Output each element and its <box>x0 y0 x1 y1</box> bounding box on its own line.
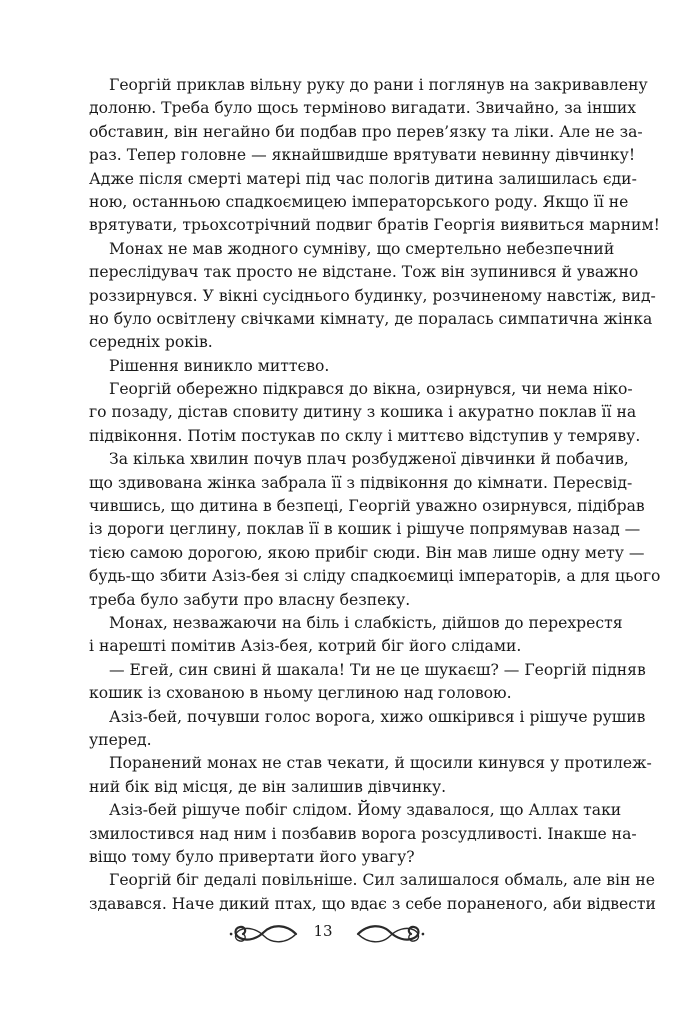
text-line: Поранений монах не став чекати, й щосили кинувся у протилеж- <box>109 754 652 773</box>
text-line: Монах не мав жодного сумніву, що смертельно небезпечний <box>109 239 615 258</box>
page-number: 13 <box>313 922 333 940</box>
text-line: обставин, він негайно би подбав про перев’язку та ліки. Але не за- <box>89 122 643 141</box>
text-line: середніх років. <box>89 333 213 352</box>
text-line: уперед. <box>89 730 152 749</box>
text-line: За кілька хвилин почув плач розбудженої дівчинки й побачив, <box>109 450 629 469</box>
text-line: раз. Тепер головне — якнайшвидше врятувати невинну дівчинку! <box>89 146 636 165</box>
text-line: чившись, що дитина в безпеці, Георгій уважно озирнувся, підібрав <box>89 497 645 516</box>
text-line: роззирнувся. У вікні сусіднього будинку, розчиненому навстіж, вид- <box>89 286 656 305</box>
text-line: кошик із схованою в ньому цеглиною над головою. <box>89 684 512 703</box>
text-line: го позаду, дістав сповиту дитину з кошика і акуратно поклав її на <box>89 403 637 422</box>
text-line: із дороги цеглину, поклав її в кошик і рішуче попрямував назад — <box>89 520 641 539</box>
text-line: но було освітлену свічками кімнату, де поралась симпатична жінка <box>89 309 653 328</box>
text-line: ний бік від місця, де він залишив дівчинку. <box>89 777 447 796</box>
text-line: Георгій біг дедалі повільніше. Сил залишалося обмаль, але він не <box>109 871 656 890</box>
text-line: — Егей, син свині й шакала! Ти не це шукаєш? — Георгій підняв <box>109 660 646 679</box>
text-line: переслідувач так просто не відстане. Тож він зупинився й уважно <box>89 263 639 282</box>
text-line: ною, останньою спадкоємицею імператорського роду. Якщо її не <box>89 192 629 211</box>
flourish-left-icon <box>228 920 298 948</box>
text-line: Азіз-бей, почувши голос ворога, хижо ошкірився і рішуче рушив <box>109 707 646 726</box>
page-footer <box>0 912 683 952</box>
text-line: і нарешті помітив Азіз-бея, котрий біг його слідами. <box>89 637 522 656</box>
text-line: Азіз-бей рішуче побіг слідом. Йому здавалося, що Аллах таки <box>109 801 622 820</box>
text-line: долоню. Треба було щось терміново вигадати. Звичайно, за інших <box>89 99 637 118</box>
text-line: треба було забути про власну безпеку. <box>89 590 411 609</box>
flourish-right-icon <box>356 920 426 948</box>
text-line: змилостився над ним і позбавив ворога розсудливості. Інакше на- <box>89 824 637 843</box>
text-line: тією самою дорогою, якою прибіг сюди. Він мав лише одну мету — <box>89 543 645 562</box>
text-line: Монах, незважаючи на біль і слабкість, дійшов до перехрестя <box>109 613 623 632</box>
text-line: що здивована жінка забрала її з підвіконня до кімнати. Пересвід- <box>89 473 633 492</box>
text-line: підвіконня. Потім постукав по склу і миттєво відступив у темряву. <box>89 426 641 445</box>
text-line: врятувати, трьохсотрічний подвиг братів Георгія виявиться марним! <box>89 216 660 235</box>
text-line: Георгій приклав вільну руку до рани і поглянув на закривавлену <box>109 76 648 94</box>
body-text <box>89 74 661 916</box>
text-line: Георгій обережно підкрався до вікна, озирнувся, чи нема ніко- <box>109 380 633 399</box>
text-line: здавався. Наче дикий птах, що вдає з себе пораненого, аби відвести <box>89 894 656 913</box>
text-line: Рішення виникло миттєво. <box>109 356 330 375</box>
text-line: віщо тому було привертати його увагу? <box>89 847 415 866</box>
text-line: Адже після смерті матері під час пологів дитина залишилась єди- <box>89 169 637 188</box>
text-line: будь-що збити Азіз-бея зі сліду спадкоємиці імператорів, а для цього <box>89 567 661 586</box>
